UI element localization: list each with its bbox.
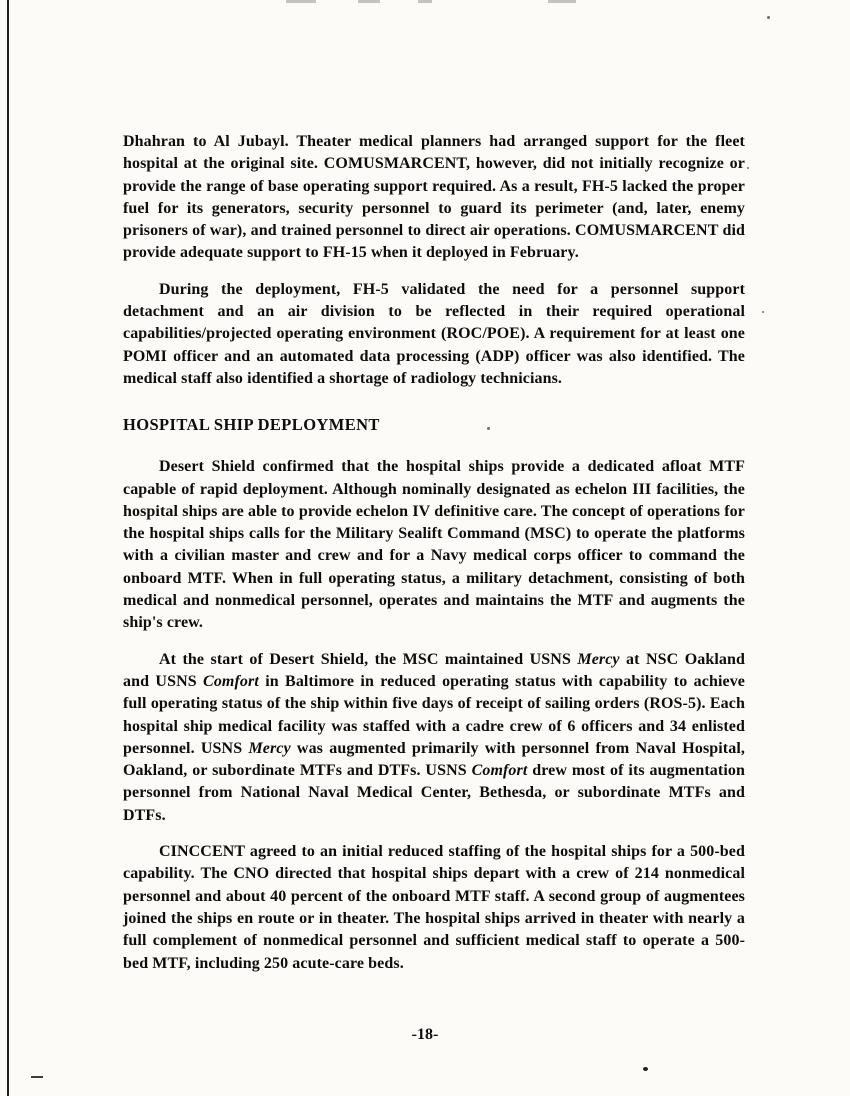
scan-artifact-dash (418, 0, 432, 3)
text-segment: in Baltimore in reduced operating status with capability to achieve full operating status of the ship within five days of receipt of sailing orders (ROS-5). Each hospital ship medical facility was staffed with a cadre crew of 6 officers and 34 enlisted personnel. USNS (123, 672, 746, 757)
section-heading: HOSPITAL SHIP DEPLOYMENT (123, 415, 380, 435)
paragraph-mercy-comfort-staffing (123, 649, 745, 827)
text-segment: CINCCENT agreed to an initial reduced staffing of the hospital ships for a 500-bed capability. The CNO directed that hospital ships depart with a crew of 214 nonmedical personnel and about 40 percent of the onboard MTF staff. A second group of augmentees joined the ships en route or in theater. The hospital ships arrived in theater with nearly a full complement of nonmedical personnel and sufficient medical staff to operate a 500-bed MTF, including 250 acute-care beds. (123, 843, 745, 972)
paragraph-deployment-validation (123, 279, 745, 390)
text-segment: at NSC Oakland and USNS (123, 650, 745, 690)
text-segment: During the deployment, FH-5 validated the need for a personnel support detachment and an air division to be reflected in their required operational capabilities/projected operating environment (ROC/POE). A requirement for at least one POMI officer and an automated data processing (ADP) officer was also identified. The medical staff also identified a shortage of radiology technicians. (123, 280, 745, 387)
paragraph-cinccent-staffing (123, 841, 745, 975)
text-segment: Desert Shield confirmed that the hospital ships provide a dedicated afloat MTF capable of rapid deployment. Although nominally designated as echelon III facilities, the hospital ships are able to provide echelon IV definitive care. The concept of operations for the hospital ships calls for the Military Sealift Command (MSC) to operate the platforms with a civilian master and crew and for a Navy medical corps officer to command the onboard MTF. When in full operating status, a military detachment, consisting of both medical and nonmedical personnel, operates and maintains the MTF and augments the ship's crew. (123, 458, 745, 632)
scan-speck (767, 16, 770, 19)
paragraph-hospital-ships-concept (123, 456, 745, 634)
text-segment: Dhahran to Al Jubayl. Theater medical planners had arranged support for the fleet hospital at the original site. COMUSMARCENT, however, did not initially recognize or provide the range of base operating support required. As a result, FH-5 lacked the proper fuel for its generators, security personnel to guard its perimeter (and, later, enemy prisoners of war), and trained personnel to direct air operations. COMUSMARCENT did provide adequate support to FH-15 when it deployed in February. (123, 133, 745, 262)
text-segment: was augmented primarily with personnel from Naval Hospital, Oakland, or subordinate MTFs and DTFs. USNS (123, 739, 745, 780)
text-segment: drew most of its augmentation personnel from National Naval Medical Center, Bethesda, or subordinate MTFs and DTFs. (123, 762, 745, 824)
scan-artifact-dash (548, 0, 576, 3)
scan-mark-dot (643, 1067, 648, 1071)
scan-speck (747, 167, 749, 169)
scan-artifact-dash (286, 0, 316, 3)
paragraph-continuation (123, 131, 745, 265)
italic-text-segment: Comfort (203, 672, 259, 690)
scan-speck (762, 311, 764, 313)
italic-text-segment: Mercy (248, 739, 291, 757)
scan-artifact-dash (358, 0, 380, 3)
page-number: -18- (411, 1026, 439, 1043)
italic-text-segment: Comfort (471, 762, 528, 780)
italic-text-segment: Mercy (577, 650, 620, 668)
text-block (123, 131, 745, 989)
text-segment: At the start of Desert Shield, the MSC maintained USNS (159, 650, 578, 668)
scan-mark-dash (31, 1076, 43, 1078)
scan-edge-line (7, 0, 9, 1096)
